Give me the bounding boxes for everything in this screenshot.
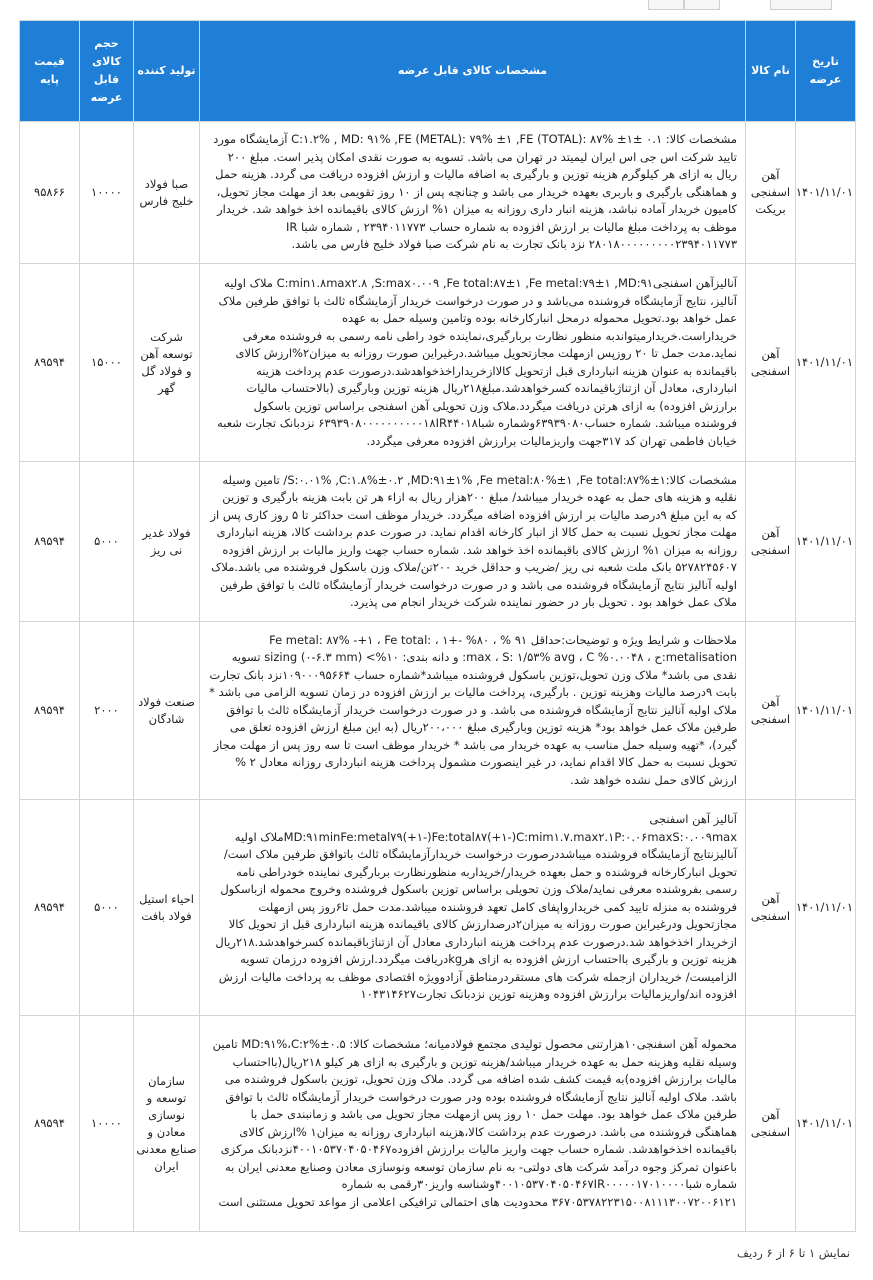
cell-name: آهن اسفنجی [746, 264, 796, 462]
cell-name: آهن اسفنجی [746, 1016, 796, 1232]
cell-price: ۸۹۵۹۴ [20, 800, 80, 1016]
toolbar-control[interactable] [684, 0, 720, 10]
toolbar-control[interactable] [648, 0, 684, 10]
cell-price: ۸۹۵۹۴ [20, 1016, 80, 1232]
cell-name: آهن اسفنجی [746, 622, 796, 800]
cell-spec: مشخصات کالا: ۰.۱ ±C:۱.۲% , MD: ۹۱% ,FE (METAL): ۷۹% ±۱ ,FE (TOTAL): ۸۷% ±۱ آزمایشگاه مورد تایید شرکت اس جی اس ایران لیمیتد در تهران می باشد. تسویه به صورت نقدی امکان پذیر است. مبلغ ۲۰۰ ریال به ازای هر کیلوگرم هزینه توزین و بارگیری به اضافه مالیات و ارزش افزوده دریافت می گردد. هزینه حمل و هماهنگی بارگیری و باربری بعهده خریدار می باشد و چنانچه پس از ۱۰ روز تقویمی بعد از مهلت مجاز تحویل، کامیون خریدار آماده نباشد، هزینه انبار داری روزانه به میزان ۱% ارزش کالای باقیمانده اخذ خواهد شد. خریدار موظف به پرداخت مبلغ مالیات بر ارزش افزوده به شماره حساب ۲۳۹۴۰۱۱۷۷۳ , شماره شبا IR ۲۸۰۱۸۰۰۰۰۰۰۰۰۰۲۳۹۴۰۱۱۷۷۳ نزد بانک تجارت به نام شرکت صبا فولاد خلیج فارس می باشد. [200, 122, 746, 264]
table-row [20, 264, 856, 462]
cell-date: ۱۴۰۱/۱۱/۰۱ [796, 1016, 856, 1232]
cell-volume: ۱۰۰۰۰ [80, 1016, 134, 1232]
cell-name: آهن اسفنجی بریکت [746, 122, 796, 264]
cell-spec: آنالیزآهن اسفنجیC:min۱.۸max۲.۸ ,S:max۰.۰۰۹ ,Fe total:۸۷±۱ ,Fe metal:۷۹±۱ ,MD:۹۱ ملاک اولیه آنالیز، نتایج آزمایشگاه فروشنده می‌باشد و در صورت درخواست خریدار آزمایشگاه ثالث با توافق طرفین ملاک عمل خواهد بود.تحویل محموله درمحل انبارکارخانه بوده وتامین وسیله حمل به عهده خریداراست.خریدارمیتواندبه منظور نظارت بربارگیری،نماینده خود راطی نامه رسمی به فروشنده معرفی نماید.مدت حمل تا ۲۰ روزپس ازمهلت مجازتحویل میباشد.درغیراین صورت روزانه به میزان۲%ارزش کالای باقیمانده به عنوان هزینه انبارداری قبل ازتحویل کالاازخریداراخذخواهدشد.درصورت عدم پرداخت هزینه انبارداری، معادل آن ازتناژباقیمانده کسرخواهدشد.مبلغ۲۱۸ریال هزینه توزین وبارگیری (بالاحتساب مالیات برارزش افزوده) به ازای هرتن دریافت میگردد.ملاک وزن تحویلی آهن اسفنجی براساس توزین باسکول فروشنده میباشد. شماره حساب۶۳۹۳۹۰۸۰وشماره شبا۶۳۹۳۹۰۸۰۰۰۰۰۰۰۰۰۰۱۸IR۴۴۰۱۸ نزدبانک تجارت شعبه خیابان فاطمی تهران کد ۳۱۷جهت واریزمالیات برارزش افزوده معرفی میگردد. [200, 264, 746, 462]
cell-date: ۱۴۰۱/۱۱/۰۱ [796, 122, 856, 264]
cell-volume: ۵۰۰۰ [80, 800, 134, 1016]
table-row [20, 800, 856, 1016]
cell-spec: آنالیز آهن اسفنجی MD:۹۱minFe:metal۷۹(+۱-)Fe:total۸۷(+۱-)C:mim۱.۷.max۲.۱P:۰.۰۶maxS:۰.۰۰۹maxملاک اولیه آنالیزنتایج آزمایشگاه فروشنده میباشددرصورت درخواست خریدارآزمایشگاه ثالث باتوافق طرفین ملاک است/تحویل انبارکارخانه فروشنده و حمل بعهده خریدار/خریداربه منظورنظارت بربارگیری نماینده خودراطی نامه رسمی بفروشنده معرفی نماید/ملاک وزن تحویلی براساس توزین باسکول فروشنده وخروج محموله ازباسکول فروشنده به منزله تایید کمی خریدارواپفای کامل تعهد فروشنده میباشد.مدت حمل تا۶روز پس ازمهلت مجازتحویل ودرغیراین صورت روزانه به میزان۲درصدارزش کالای باقیمانده هزینه انبارداری قبل از تحویل کالا ازخریدار اخذخواهد شد.درصورت عدم پرداخت هزینه انبارداری معادل آن ازتناژباقیمانده کسرخواهدشد.۲۱۸ریال هزینه توزین و بارگیری بااحتساب ارزش افزوده به ازای هرkgدریافت میگردد.ارزش افزوده درزمان تسویه الزامیست/ خریداران ازجمله شرکت های مستقردرمناطق آزادوویژه اقتصادی موظف به پرداخت مالیات ارزش افزوده اند/واریزمالیات برارزش افزوده وهزینه توزین نزدبانک تجارت۱۰۴۳۱۴۶۲۷ [200, 800, 746, 1016]
table-row [20, 622, 856, 800]
pagination-status: نمایش ۱ تا ۶ از ۶ ردیف [737, 1246, 850, 1260]
column-header-producer[interactable]: تولید کننده [134, 21, 200, 122]
cell-producer: صبا فولاد خلیج فارس [134, 122, 200, 264]
toolbar-control[interactable] [770, 0, 832, 10]
top-toolbar [0, 0, 873, 20]
cell-price: ۹۵۸۶۶ [20, 122, 80, 264]
column-header-price[interactable]: قیمت پایه [20, 21, 80, 122]
cell-producer: صنعت فولاد شادگان [134, 622, 200, 800]
cell-volume: ۱۵۰۰۰ [80, 264, 134, 462]
cell-price: ۸۹۵۹۴ [20, 622, 80, 800]
cell-date: ۱۴۰۱/۱۱/۰۱ [796, 264, 856, 462]
cell-volume: ۵۰۰۰ [80, 462, 134, 622]
cell-date: ۱۴۰۱/۱۱/۰۱ [796, 462, 856, 622]
cell-volume: ۱۰۰۰۰ [80, 122, 134, 264]
cell-name: آهن اسفنجی [746, 462, 796, 622]
cell-price: ۸۹۵۹۴ [20, 462, 80, 622]
cell-spec: ملاحظات و شرایط ویژه و توضیحات:حداقل ۹۱ % ، ۸۰% -+۱ ، Fe metal: ۸۷% -+۱ ، Fe total: metalisation:ح ، ۰.۰۰۴۸% max ، S: ۱/۵۳% avg ، C: و دانه بندی: ۱۰%> sizing (۰-۶.۳ mm) تسویه نقدی می باشد* ملاک وزن تحویل،توزین باسکول فروشنده میباشد*شماره حساب ۱۰۹۰۰۰۹۵۶۶۴نزد بانک تجارت بابت ۹درصد مالیات وهزینه توزین . بارگیری، پرداخت مالیات بر ارزش افزوده در زمان تسویه الزامی می باشد * ملاک اولیه آنالیز نتایج آزمایشگاه فروشنده می باشد. و در صورت درخواست خریدار آزمایشگاه ثالث با توافق طرفین ملاک عمل خواهد بود* هزینه توزین وبارگیری مبلغ ۲۰۰،۰۰۰ریال (به این مبلغ ارزش افزوده تعلق می گیرد)، *تهیه وسیله حمل مناسب به عهده خریدار می باشد * خریدار موظف است تا سه روز پس از مهلت مجاز تحویل نسبت به حمل کالا اقدام نماید، در غیر اینصورت مشمول پرداخت هزینه انبارداری روزانه معادل ۲ % ارزش کالای حمل نشده خواهد شد. [200, 622, 746, 800]
cell-producer: فولاد غدیر نی ریز [134, 462, 200, 622]
cell-producer: سازمان توسعه و نوسازی معادن و صنایع معدنی ایران [134, 1016, 200, 1232]
column-header-date[interactable]: تاریخ عرضه [796, 21, 856, 122]
cell-date: ۱۴۰۱/۱۱/۰۱ [796, 622, 856, 800]
cell-volume: ۲۰۰۰ [80, 622, 134, 800]
cell-producer: احیاء استیل فولاد بافت [134, 800, 200, 1016]
table-row [20, 1016, 856, 1232]
cell-producer: شرکت توسعه آهن و فولاد گل گهر [134, 264, 200, 462]
column-header-spec[interactable]: مشخصات کالای قابل عرضه [200, 21, 746, 122]
cell-date: ۱۴۰۱/۱۱/۰۱ [796, 800, 856, 1016]
cell-name: آهن اسفنجی [746, 800, 796, 1016]
cell-price: ۸۹۵۹۴ [20, 264, 80, 462]
column-header-name[interactable]: نام کالا [746, 21, 796, 122]
column-header-volume[interactable]: حجم کالای قابل عرضه [80, 21, 134, 122]
table-row [20, 122, 856, 264]
cell-spec: محموله آهن اسفنجی۱۰هزارتنی محصول تولیدی مجتمع فولادمیانه؛ مشخصات کالا: MD:۹۱%،C:۲%±۰.۵ تامین وسیله نقلیه وهزینه حمل به عهده خریدار میباشد/هزینه توزین و بارگیری به ازای هر کیلو ۲۱۸ریال(بااحتساب مالیات برارزش افزوده)به قیمت کشف شده اضافه می گردد. ملاک وزن تحویل، توزین باسکول فروشنده می باشد. ملاک اولیه آنالیز نتایج آزمایشگاه فروشنده بوده ودر صورت درخواست خریدار آزمایشگاه ثالث با توافق طرفین ملاک عمل خواهد بود. مهلت حمل ۱۰ روز پس ازمهلت مجاز تحویل می باشد و زمانبندی حمل با هماهنگی فروشنده می باشد. درصورت عدم برداشت کالا،هزینه انبارداری روزانه به میزان۱ %ارزش کالای باقیمانده اخذخواهدشد. شماره حساب جهت واریز مالیات برارزش افزوده۴۰۰۱۰۵۳۷۰۴۰۵۰۴۶۷نزدبانک مرکزی باعنوان تمرکز وجوه درآمد شرکت های دولتی- به نام سازمان توسعه ونوسازی معادن وصنایع معدنی ایران به شماره شبا۴۰۰۱۰۵۳۷۰۴۰۵۰۴۶۷IR۰۰۰۰۰۱۷۰۱۰۰۰۰وشناسه واریز۳۰رقمی به شماره ۳۶۷۰۵۳۷۸۲۲۳۱۵۰۰۸۱۱۱۳۰۰۷۲۰۰۶۱۲۱ محدودیت های احتمالی ترافیکی اعلامی از مواعد تحویل مستثنی است [200, 1016, 746, 1232]
offers-table [19, 20, 856, 1232]
cell-spec: مشخصات کالا:S:۰.۰۱% ,C:۱.۸%±۰.۲ ,MD:۹۱±۱% ,Fe metal:۸۰%±۱ ,Fe total:۸۷%±۱/ تامین وسیله نقلیه و هزینه های حمل به عهده خریدار میباشد/ مبلغ ۲۰۰هزار ریال به ازاء هر تن بابت هزینه بارگیری و توزین که به این مبلغ ۹درصد مالیات بر ارزش افزوده اضافه میگردد. خریدار موظف است حداکثر تا ۵ روز کاری پس از مهلت مجاز تحویل نسبت به حمل کالا از انبار کارخانه اقدام نماید. در صورت عدم برداشت کالا، هزینه انبارداری روزانه به میزان ۱% ارزش کالای باقیمانده اخذ خواهد شد. شماره حساب جهت واریز مالیات بر ارزش افزوده ۵۲۷۸۲۴۵۶۰۷ بانک ملت شعبه نی ریز /ضریب و حداقل خرید ۲۰۰تن/ملاک وزن باسکول فروشنده می باشد.ملاک اولیه آنالیز نتایج آزمایشگاه فروشنده می باشد و در صورت درخواست خریدار آزمایشگاه ثالث با توافق طرفین ملاک عمل خواهد بود . تحویل بار در حضور نماینده شرکت خریدار انجام می پذیرد. [200, 462, 746, 622]
table-row [20, 462, 856, 622]
table-header-row [20, 21, 856, 122]
